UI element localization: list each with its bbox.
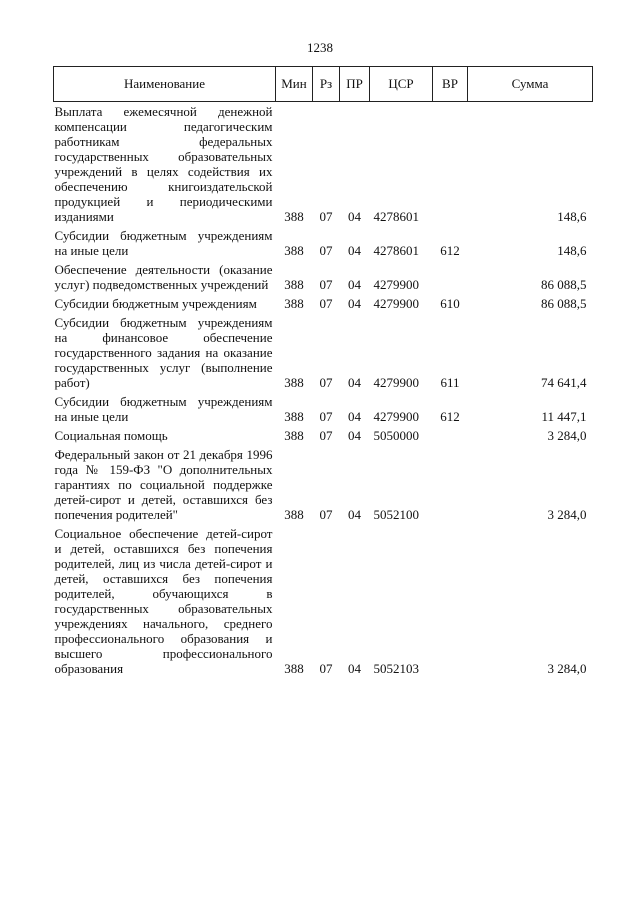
row-name: Социальная помощь xyxy=(54,428,168,443)
table-row xyxy=(54,522,593,676)
row-csr: 4279900 xyxy=(373,409,419,424)
row-sum: 3 284,0 xyxy=(547,507,587,522)
row-rz: 07 xyxy=(319,507,333,522)
row-min: 388 xyxy=(284,277,304,292)
row-min: 388 xyxy=(284,296,304,311)
row-pr: 04 xyxy=(348,375,361,390)
row-rz: 07 xyxy=(319,428,333,443)
table-row xyxy=(54,311,593,390)
header-csr: ЦСР xyxy=(370,67,433,102)
row-vr: 611 xyxy=(440,375,460,390)
row-min: 388 xyxy=(284,409,304,424)
row-sum: 148,6 xyxy=(557,243,587,258)
row-rz: 07 xyxy=(319,209,333,224)
row-rz: 07 xyxy=(319,243,333,258)
row-pr: 04 xyxy=(348,209,361,224)
row-vr: 612 xyxy=(440,243,460,258)
row-csr: 5052100 xyxy=(373,507,419,522)
row-min: 388 xyxy=(284,428,304,443)
row-vr: 612 xyxy=(440,409,460,424)
row-rz: 07 xyxy=(319,277,333,292)
header-sum: Сумма xyxy=(468,67,593,102)
row-sum: 3 284,0 xyxy=(547,428,587,443)
table-row xyxy=(54,102,593,225)
header-vr: ВР xyxy=(433,67,468,102)
table-row xyxy=(54,424,593,443)
row-pr: 04 xyxy=(348,428,361,443)
table-body xyxy=(54,102,593,677)
row-name: Субсидии бюджетным учреждениям xyxy=(54,296,257,311)
row-rz: 07 xyxy=(319,375,333,390)
row-csr: 5050000 xyxy=(373,428,419,443)
row-rz: 07 xyxy=(319,661,333,676)
row-name: Субсидии бюджетным учреждениям на иные цели xyxy=(54,394,273,424)
row-pr: 04 xyxy=(348,277,361,292)
row-csr: 4279900 xyxy=(373,375,419,390)
row-min: 388 xyxy=(284,375,304,390)
row-vr: 610 xyxy=(440,296,460,311)
row-min: 388 xyxy=(284,661,304,676)
row-sum: 86 088,5 xyxy=(541,277,587,292)
row-sum: 86 088,5 xyxy=(541,296,587,311)
row-csr: 4279900 xyxy=(373,277,419,292)
row-vr xyxy=(433,102,468,225)
table-row xyxy=(54,390,593,424)
row-sum: 11 447,1 xyxy=(541,409,587,424)
table-header xyxy=(54,67,593,102)
row-pr: 04 xyxy=(348,661,361,676)
row-name: Выплата ежемесячной денежной компенсации педагогическим работникам федеральных государственных образовательных учреждений в целях содействия их обеспечению книгоиздательской продукцией и периодическими изданиями xyxy=(54,104,273,224)
page-number: 1238 xyxy=(307,40,333,55)
row-vr xyxy=(433,443,468,522)
row-csr: 5052103 xyxy=(373,661,419,676)
row-name: Субсидии бюджетным учреждениям на иные цели xyxy=(54,228,273,258)
header-pr: ПР xyxy=(340,67,370,102)
row-vr xyxy=(433,522,468,676)
header-name: Наименование xyxy=(54,67,276,102)
row-pr: 04 xyxy=(348,296,361,311)
row-sum: 148,6 xyxy=(557,209,587,224)
row-min: 388 xyxy=(284,507,304,522)
row-vr xyxy=(433,424,468,443)
row-csr: 4278601 xyxy=(373,209,419,224)
row-name: Субсидии бюджетным учреждениям на финансовое обеспечение государственного задания на оказание государственных услуг (выполнение работ) xyxy=(54,315,273,390)
row-pr: 04 xyxy=(348,243,361,258)
table-row xyxy=(54,258,593,292)
budget-table xyxy=(53,66,593,676)
row-rz: 07 xyxy=(319,296,333,311)
row-name: Обеспечение деятельности (оказание услуг) подведомственных учреждений xyxy=(54,262,273,292)
row-min: 388 xyxy=(284,243,304,258)
row-vr xyxy=(433,258,468,292)
row-name: Социальное обеспечение детей-сирот и детей, оставшихся без попечения родителей, лиц из числа детей-сирот и детей, оставшихся без попечения родителей, обучающихся в государственных образовательных учреждениях начального, среднего профессионального образования и высшего профессионального образования xyxy=(54,526,273,676)
table-row xyxy=(54,443,593,522)
row-pr: 04 xyxy=(348,507,361,522)
row-name: Федеральный закон от 21 декабря 1996 года № 159-ФЗ "О дополнительных гарантиях по социальной поддержке детей-сирот и детей, оставшихся без попечения родителей" xyxy=(54,447,273,522)
row-csr: 4279900 xyxy=(373,296,419,311)
table-row xyxy=(54,292,593,311)
row-pr: 04 xyxy=(348,409,361,424)
header-min: Мин xyxy=(276,67,313,102)
table-row xyxy=(54,224,593,258)
row-sum: 74 641,4 xyxy=(541,375,587,390)
row-csr: 4278601 xyxy=(373,243,419,258)
row-min: 388 xyxy=(284,209,304,224)
row-rz: 07 xyxy=(319,409,333,424)
header-rz: Рз xyxy=(313,67,340,102)
row-sum: 3 284,0 xyxy=(547,661,587,676)
